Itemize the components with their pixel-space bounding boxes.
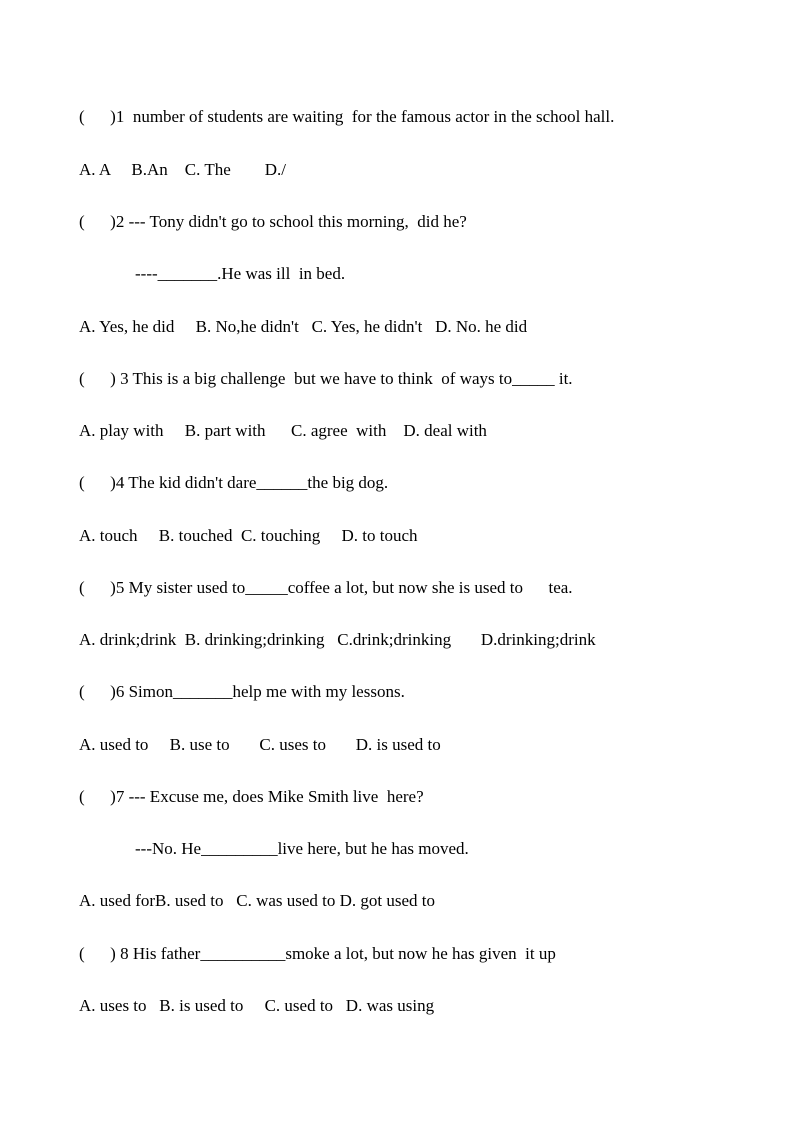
- question-6-options: A. used to B. use to C. uses to D. is used to: [79, 735, 441, 754]
- question-3: ( ) 3 This is a big challenge but we have to think of ways to_____ it.: [79, 369, 573, 388]
- question-6: ( )6 Simon_______help me with my lessons.: [79, 682, 405, 701]
- question-1-options: A. A B.An C. The D./: [79, 160, 287, 179]
- question-8-options: A. uses to B. is used to C. used to D. was using: [79, 996, 435, 1015]
- question-5-options: A. drink;drink B. drinking;drinking C.drink;drinking D.drinking;drink: [79, 630, 596, 649]
- question-8: ( ) 8 His father__________smoke a lot, but now he has given it up: [79, 944, 556, 963]
- question-7: ( )7 --- Excuse me, does Mike Smith live here?: [79, 787, 424, 806]
- question-2-response: ----_______.He was ill in bed.: [135, 264, 346, 283]
- question-4-options: A. touch B. touched C. touching D. to touch: [79, 526, 418, 545]
- question-2: ( )2 --- Tony didn't go to school this morning, did he?: [79, 212, 467, 231]
- question-3-options: A. play with B. part with C. agree with D. deal with: [79, 421, 487, 440]
- question-5: ( )5 My sister used to_____coffee a lot, but now she is used to tea.: [79, 578, 573, 597]
- question-7-options: A. used forB. used to C. was used to D. got used to: [79, 891, 436, 910]
- question-7-response: ---No. He_________live here, but he has moved.: [135, 839, 469, 858]
- question-4: ( )4 The kid didn't dare______the big dog.: [79, 473, 389, 492]
- question-2-options: A. Yes, he did B. No,he didn't C. Yes, he didn't D. No. he did: [79, 317, 528, 336]
- question-1: ( )1 number of students are waiting for the famous actor in the school hall.: [79, 107, 615, 126]
